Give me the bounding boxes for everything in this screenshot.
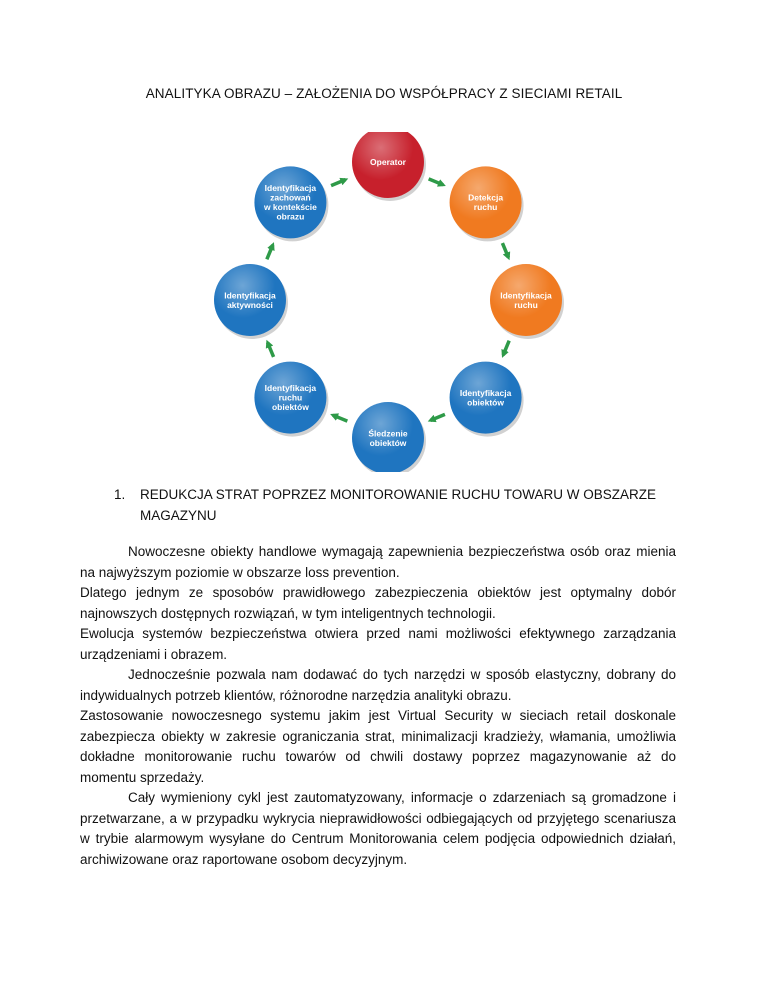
cycle-arrow: [268, 342, 274, 356]
paragraph: Zastosowanie nowoczesnego systemu jakim jest Virtual Security w sieciach retail doskonale zabezpiecza obiekty w zakresie ograniczania strat, minimalizacji kradzieży, włamania, umożliwia dokładne monitorowanie ruchu towarów od chwili dostawy poprzez magazynowanie aż do momentu sprzedaży.: [80, 708, 676, 785]
cycle-node-label: ruchu: [473, 202, 498, 213]
cycle-arrow: [333, 415, 347, 421]
cycle-arrow: [331, 180, 345, 186]
cycle-node-label: obiektów: [369, 437, 407, 448]
cycle-node-label: obrazu: [276, 211, 305, 222]
cycle-node-label: Identyfikacja: [500, 290, 552, 301]
cycle-nodes: [214, 132, 564, 472]
cycle-arrow: [429, 179, 443, 185]
cycle-node-label: obiektów: [467, 397, 505, 408]
cycle-node-label: Identyfikacja: [264, 383, 317, 394]
paragraph: Dlatego jednym ze sposobów prawidłowego zabezpieczenia obiektów jest optymalny dobór najnowszych dostępnych rozwiązań, w tym inteligentnych technologii.: [80, 585, 676, 621]
cycle-node-label: Operator: [370, 157, 406, 167]
cycle-arrow: [503, 341, 509, 355]
cycle-node-label: ruchu: [278, 392, 303, 403]
cycle-node-label: zachowań: [270, 192, 311, 203]
cycle-node: [254, 166, 328, 241]
cycle-node-label: Identyfikacja: [264, 183, 317, 194]
cycle-node: [450, 166, 524, 241]
cycle-node: [490, 264, 564, 339]
section-heading-text: REDUKCJA STRAT POPRZEZ MONITOROWANIE RUCHU TOWARU W OBSZARZE MAGAZYNU: [140, 487, 657, 523]
document-title: ANALITYKA OBRAZU – ZAŁOŻENIA DO WSPÓŁPRACY Z SIECIAMI RETAIL: [145, 86, 623, 101]
cycle-node-label: aktywności: [227, 299, 273, 310]
paragraph: Nowoczesne obiekty handlowe wymagają zapewnienia bezpieczeństwa osób oraz mienia na najwyższym poziomie w obszarze loss prevention.: [80, 544, 676, 580]
cycle-arrow: [502, 243, 508, 257]
cycle-node-label: Śledzenie: [368, 428, 408, 439]
section-body: [80, 542, 676, 870]
cycle-node: [214, 264, 288, 339]
cycle-node-label: w kontekście: [263, 202, 317, 213]
cycle-node-label: obiektów: [271, 402, 309, 413]
cycle-node-label: Detekcja: [468, 192, 504, 203]
cycle-arrow: [267, 245, 273, 259]
cycle-node-label: Identyfikacja: [224, 290, 276, 301]
paragraph: Jednocześnie pozwala nam dodawać do tych narzędzi w sposób elastyczny, dobrany do indywidualnych potrzeb klientów, różnorodne narzędzia analityki obrazu.: [80, 667, 676, 703]
cycle-arrow: [430, 414, 444, 420]
cycle-diagram: [188, 132, 588, 472]
cycle-node-label: Identyfikacja: [459, 387, 512, 398]
cycle-node: [254, 362, 328, 437]
cycle-node-label: ruchu: [514, 299, 538, 310]
cycle-node: [352, 402, 426, 472]
cycle-node: [450, 362, 524, 437]
paragraph: Ewolucja systemów bezpieczeństwa otwiera przed nami możliwości efektywnego zarządzania urządzeniami i obrazem.: [80, 626, 676, 662]
section-number: 1.: [114, 487, 126, 502]
paragraph: Cały wymieniony cykl jest zautomatyzowany, informacje o zdarzeniach są gromadzone i przetwarzane, a w przypadku wykrycia nieprawidłowości odbiegających od przyjętego scenariusza w trybie alarmowym wysyłane do Centrum Monitorowania celem podjęcia odpowiednich działań, archiwizowane oraz raportowane osobom decyzyjnym.: [80, 790, 676, 867]
cycle-node: [352, 132, 426, 201]
